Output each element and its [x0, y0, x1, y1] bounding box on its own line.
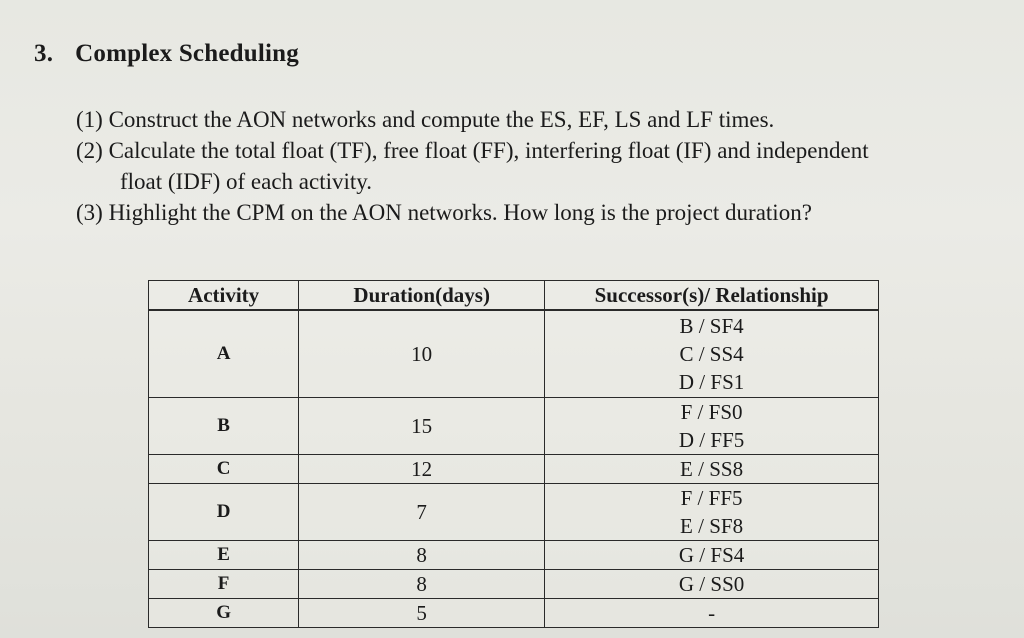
relationship-item: F / FF5: [680, 486, 743, 510]
relationship-item: -: [708, 601, 716, 625]
table-row: [149, 599, 879, 628]
question-2: (2) Calculate the total float (TF), free float (FF), interfering float (IF) and independent: [76, 138, 869, 163]
section-heading: [34, 40, 299, 68]
relationship-item: D / FF5: [678, 428, 745, 452]
activity-cell: D: [149, 484, 299, 541]
relationship-cell: [545, 455, 879, 484]
duration-cell: 15: [299, 398, 545, 455]
schedule-table-container: [148, 280, 879, 628]
question-1: (1) Construct the AON networks and compute the ES, EF, LS and LF times.: [76, 107, 775, 132]
duration-cell: 8: [299, 541, 545, 570]
section-number: 3.: [34, 40, 54, 67]
duration-cell: 12: [299, 455, 545, 484]
activity-cell: F: [149, 570, 299, 599]
relationship-item: G / FS4: [678, 543, 745, 567]
relationship-item: D / FS1: [678, 370, 745, 394]
duration-cell: 10: [299, 310, 545, 398]
relationship-item: B / SF4: [679, 314, 744, 338]
table-row: [149, 570, 879, 599]
table-row: [149, 455, 879, 484]
question-3: (3) Highlight the CPM on the AON networks. How long is the project duration?: [76, 200, 812, 225]
question-2-continuation: float (IDF) of each activity.: [120, 169, 373, 194]
header-activity: Activity: [149, 281, 299, 311]
relationship-item: C / SS4: [679, 342, 744, 366]
relationship-cell: [545, 599, 879, 628]
header-duration: Duration(days): [299, 281, 545, 311]
schedule-table: [148, 280, 879, 628]
duration-cell: 5: [299, 599, 545, 628]
activity-cell: B: [149, 398, 299, 455]
table-row: [149, 484, 879, 541]
relationship-cell: [545, 541, 879, 570]
section-title: Complex Scheduling: [75, 40, 299, 67]
table-row: [149, 541, 879, 570]
question-list: [76, 104, 1006, 228]
table-row: [149, 398, 879, 455]
activity-cell: C: [149, 455, 299, 484]
table-header-row: [149, 281, 879, 311]
activity-cell: E: [149, 541, 299, 570]
relationship-item: E / SS8: [680, 457, 744, 481]
relationship-cell: [545, 570, 879, 599]
relationship-cell: [545, 398, 879, 455]
duration-cell: 7: [299, 484, 545, 541]
activity-cell: A: [149, 310, 299, 398]
relationship-item: F / FS0: [680, 400, 743, 424]
relationship-cell: [545, 310, 879, 398]
relationship-cell: [545, 484, 879, 541]
header-relationship: Successor(s)/ Relationship: [545, 281, 879, 311]
duration-cell: 8: [299, 570, 545, 599]
relationship-item: G / SS0: [678, 572, 745, 596]
activity-cell: G: [149, 599, 299, 628]
table-row: [149, 310, 879, 398]
relationship-item: E / SF8: [680, 514, 744, 538]
